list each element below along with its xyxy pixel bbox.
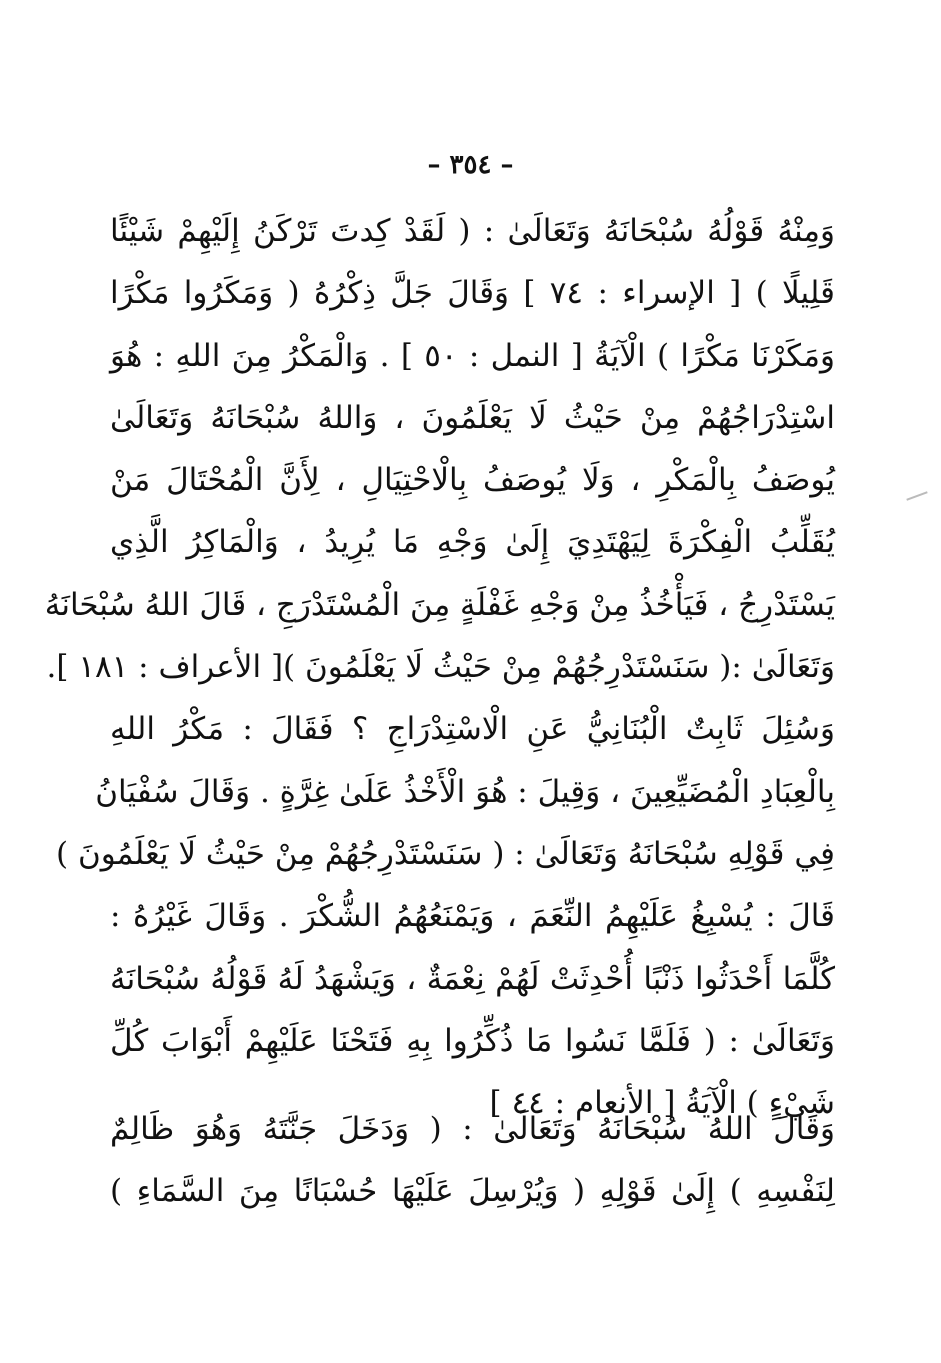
scan-edge-mark: [906, 491, 927, 500]
text-line: قَالَ : يُسْبِغُ عَلَيْهِمُ النِّعَمَ ، وَيَمْنَعُهُمُ الشُّكْرَ . وَقَالَ غَيْرُهُ :: [110, 898, 835, 935]
text-line: شَيْءٍ ) الْآيَةُ [ الأنعام : ٤٤ ]: [489, 1085, 835, 1122]
text-line: كُلَّمَا أَحْدَثُوا ذَنْبًا أُحْدِثَتْ لَهُمْ نِعْمَةٌ ، وَيَشْهَدُ لَهُ قَوْلُهُ سُبْحَانَهُ: [110, 960, 835, 997]
page-number: – ٣٥٤ –: [427, 150, 514, 180]
text-line: بِالْعِبَادِ الْمُضَيِّعِينَ ، وَقِيلَ : هُوَ الْأَخْذُ عَلَىٰ غِرَّةٍ . وَقَالَ سُفْيَانُ: [95, 773, 835, 810]
text-line: لِنَفْسِهِ ) إِلَىٰ قَوْلِهِ ( وَيُرْسِلَ عَلَيْهَا حُسْبَانًا مِنَ السَّمَاءِ ): [110, 1173, 835, 1210]
paragraph-2: [110, 1098, 835, 1223]
text-line: وَقَالَ اللهُ سُبْحَانَهُ وَتَعَالَىٰ : ( وَدَخَلَ جَنَّتَهُ وَهُوَ ظَالِمٌ: [110, 1111, 835, 1147]
text-line: وَتَعَالَىٰ :( سَنَسْتَدْرِجُهُمْ مِنْ حَيْثُ لَا يَعْلَمُونَ )[ الأعراف : ١٨١ ].: [46, 649, 835, 686]
text-line: اسْتِدْرَاجُهُمْ مِنْ حَيْثُ لَا يَعْلَمُونَ ، وَاللهُ سُبْحَانَهُ وَتَعَالَىٰ: [110, 399, 835, 436]
text-line: وَتَعَالَىٰ : ( فَلَمَّا نَسُوا مَا ذُكِّرُوا بِهِ فَتَحْنَا عَلَيْهِمْ أَبْوَابَ كُلِّ: [110, 1022, 835, 1059]
text-line: وَسُئِلَ ثَابِتٌ الْبُنَانِيُّ عَنِ الْاسْتِدْرَاجِ ؟ فَقَالَ : مَكْرُ اللهِ: [110, 711, 835, 748]
text-line: يُوصَفُ بِالْمَكْرِ ، وَلَا يُوصَفُ بِالْاحْتِيَالِ ، لِأَنَّ الْمُحْتَالَ مَنْ: [110, 462, 835, 499]
paragraph-1: [44, 200, 835, 1134]
text-line: قَلِيلًا ) [ الإسراء : ٧٤ ] وَقَالَ جَلَّ ذِكْرُهُ ( وَمَكَرُوا مَكْرًا: [110, 275, 835, 312]
text-line: فِي قَوْلِهِ سُبْحَانَهُ وَتَعَالَىٰ : ( سَنَسْتَدْرِجُهُمْ مِنْ حَيْثُ لَا يَعْلَمُونَ ): [56, 835, 835, 872]
text-line: يُقَلِّبُ الْفِكْرَةَ لِيَهْتَدِيَ إِلَىٰ وَجْهِ مَا يُرِيدُ ، وَالْمَاكِرُ الَّذِي: [110, 524, 835, 561]
text-line: يَسْتَدْرِجُ ، فَيَأْخُذُ مِنْ وَجْهِ غَفْلَةٍ مِنَ الْمُسْتَدْرَجِ ، قَالَ اللهُ سُبْحَانَهُ: [44, 586, 835, 623]
text-line: وَمَكَرْنَا مَكْرًا ) الْآيَةُ [ النمل : ٥٠ ] . وَالْمَكْرُ مِنَ اللهِ : هُوَ: [110, 337, 835, 374]
text-line: وَمِنْهُ قَوْلُهُ سُبْحَانَهُ وَتَعَالَىٰ : ( لَقَدْ كِدتَ تَرْكَنُ إِلَيْهِمْ شَيْئًا: [110, 213, 835, 249]
